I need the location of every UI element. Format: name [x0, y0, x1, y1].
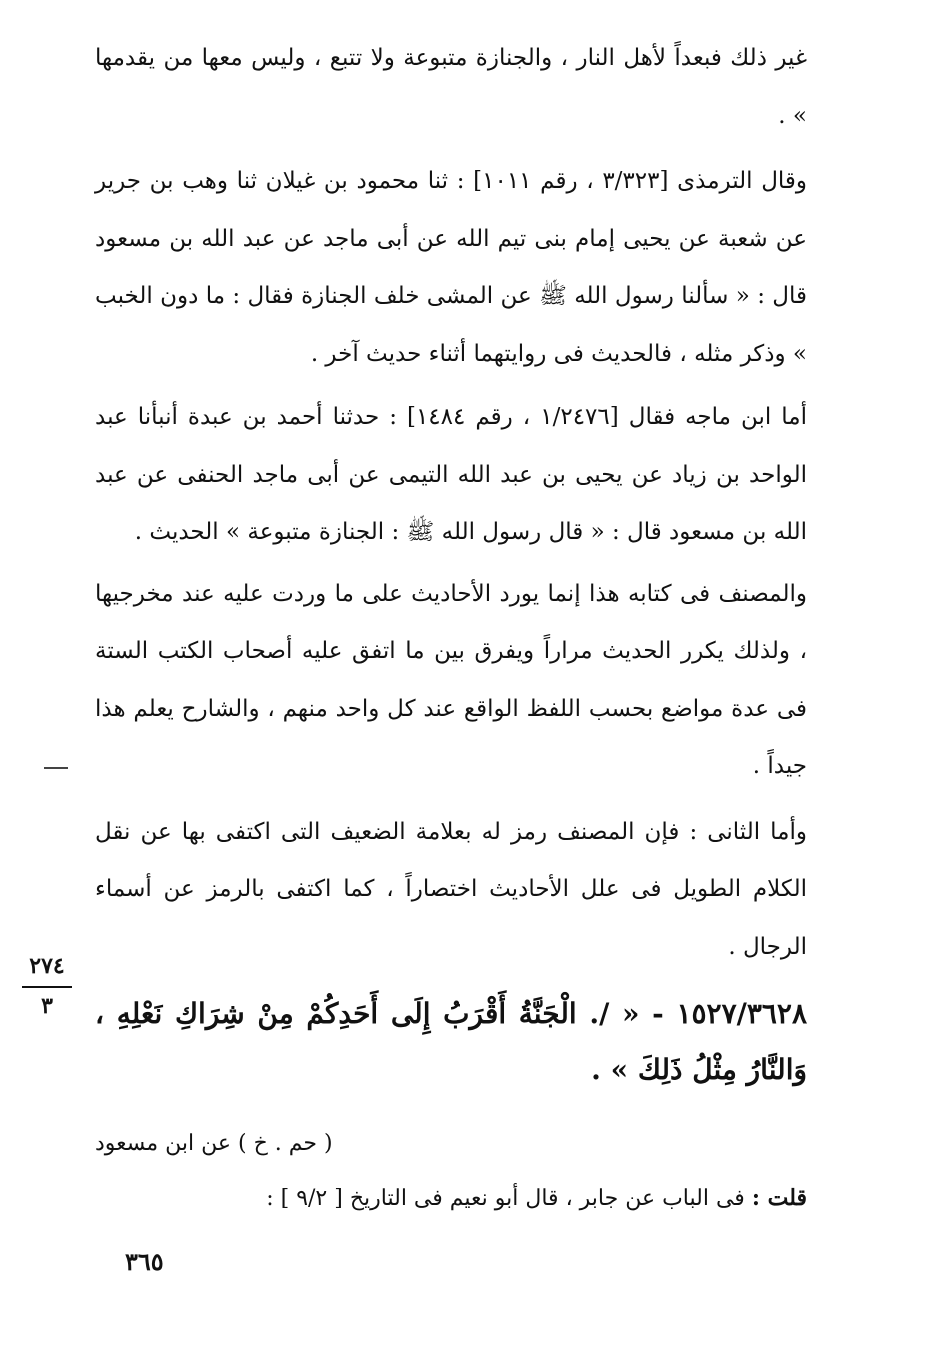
fraction-bar	[22, 986, 72, 988]
paragraph-5: وأما الثانى : فإن المصنف رمز له بعلامة الضعيف التى اكتفى بها عن نقل الكلام الطويل فى علل الأحاديث اختصاراً ، كما اكتفى بالرمز عن أسماء الرجال .	[95, 818, 807, 960]
note-line	[95, 1178, 807, 1219]
hadith-source: ( حم . خ ) عن ابن مسعود	[95, 1131, 333, 1156]
note-text: فى الباب عن جابر ، قال أبو نعيم فى التاريخ [ ٩/٢ ] :	[266, 1186, 745, 1211]
paragraph-3: أما ابن ماجه فقال [١/٢٤٧٦ ، رقم ١٤٨٤] : حدثنا أحمد بن عبدة أنبأنا عبد الواحد بن زياد عن يحيى بن عبد الله التيمى عن أبى ماجد الحنفى عن عبد الله بن مسعود قال : « قال رسول الله ﷺ : الجنازة متبوعة » الحديث .	[95, 404, 807, 545]
margin-fraction	[22, 952, 72, 1020]
paragraph-1: غير ذلك فبعداً لأهل النار ، والجنازة متبوعة ولا تتبع ، وليس معها من يقدمها » .	[95, 45, 807, 129]
margin-dash	[44, 767, 68, 769]
hadith-text: ١٥٢٧/٣٦٢٨ - « /. الْجَنَّةُ أَقْرَبُ إِلَى أَحَدِكُمْ مِنْ شِرَاكِ نَعْلِهِ ، وَالنَّارُ مِثْلُ ذَلِكَ » .	[95, 997, 807, 1086]
paragraph-2: وقال الترمذى [٣/٣٢٣ ، رقم ١٠١١] : ثنا محمود بن غيلان ثنا وهب بن جرير عن شعبة عن يحيى إمام بنى تيم الله عن أبى ماجد عن عبد الله بن مسعود قال : « سألنا رسول الله ﷺ عن المشى خلف الجنازة فقال : ما دون الخبب » وذكر مثله ، فالحديث فى روايتهما أثناء حديث آخر .	[95, 168, 808, 367]
fraction-denominator: ٣	[41, 993, 53, 1019]
paragraph-4: والمصنف فى كتابه هذا إنما يورد الأحاديث على ما وردت عليه عند مخرجيها ، ولذلك يكرر الحديث مراراً ويفرق بين ما اتفق عليه أصحاب الكتب الستة فى عدة مواضع بحسب اللفظ الواقع عند كل واحد منهم ، والشارح يعلم هذا جيداً .	[95, 580, 807, 779]
fraction-numerator: ٢٧٤	[29, 953, 65, 979]
page-number: ٣٦٥	[125, 1247, 164, 1276]
note-label: قلت :	[751, 1185, 807, 1211]
page-body	[95, 30, 807, 1219]
